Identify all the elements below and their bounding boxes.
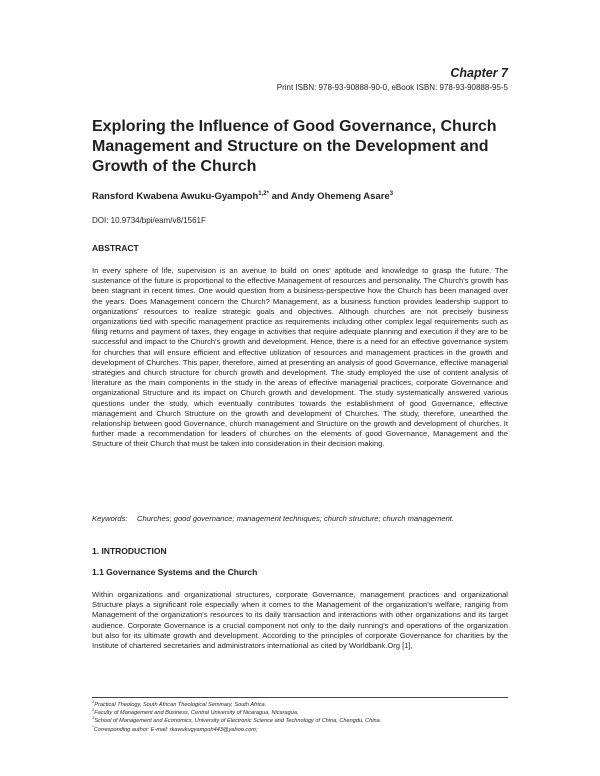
introduction-text: Within organizations and organizational structures, corporate Governance, management practices and organizational Structure plays a significant role especially when it comes to the Management of the organization's welfare, ranging from Management of the organization's resources to its daily transaction and interactions with other organizations and its target audience. Corporate Governance is a crucial component not only to the daily running's and operations of the organization but also for its ultimate growth and development. According to the principles of corporate Governance for charities by the Institute of chartered secretaries and administrators international as cited by Worldbank.Org [1], — [92, 590, 508, 651]
chapter-label: Chapter 7 — [450, 66, 508, 80]
isbn-line: Print ISBN: 978-93-90888-90-0, eBook ISBN: 978-93-90888-95-5 — [276, 83, 508, 92]
paper-title: Exploring the Influence of Good Governance, Church Management and Structure on the Development and Growth of the Church — [92, 118, 497, 175]
author-1-name: Ransford Kwabena Awuku-Gyampoh — [92, 191, 259, 202]
author-2-affiliation: 3 — [389, 190, 394, 197]
author-1-affiliation: 1,2* — [258, 190, 269, 197]
footnote-2: $^2$Faculty of Management and Business, Central University of Nicaragua, Nicaragua. — [92, 707, 299, 717]
footnote-corresponding: *Corresponding author: E-mail: rkawukugyampoh443@yahoo.com; — [92, 723, 258, 733]
abstract-heading: ABSTRACT — [92, 243, 139, 253]
doi-line: DOI: 10.9734/bpi/eam/v8/1561F — [92, 216, 206, 225]
keywords-label: Keywords: — [92, 514, 128, 523]
footnote-1: $^1$Practical Theology, South African Theological Seminary, South Africa. — [92, 699, 267, 708]
author-joiner: and — [268, 191, 291, 202]
governance-subheading: 1.1 Governance Systems and the Church — [92, 567, 258, 577]
footnote-3: $^3$School of Management and Economics, University of Electronic Science and Technology of China, Chengdu, China. — [92, 715, 382, 725]
author-2-name: Andy Ohemeng Asare — [290, 191, 390, 202]
author-line — [92, 191, 512, 202]
keywords-text: Churches; good governance; management techniques; church structure; church management. — [137, 514, 455, 523]
footnotes — [92, 701, 508, 734]
introduction-heading: 1. INTRODUCTION — [92, 546, 167, 556]
footnote-divider — [92, 697, 508, 698]
keywords-block — [92, 514, 508, 524]
abstract-text: In every sphere of life, supervision is an avenue to build on ones' aptitude and knowledge to grasp the future. The sustenance of the future is proportional to the effective Management of resources and personality. The Church's growth has been stagnant in recent times. One would question from a business-perspective how the Church has been managed over the years. Does Management concern the Church? Management, as a business function provides leadership support to organizations' resources to realize strategic goals and objectives. Although churches are not precisely business organizations tied with specific management practice as requirements including other complex legal requirements such as filing returns and payment of taxes, they engage in activities that require adequate planning and execution if they are to be successful and impact to the Church's growth and development. Hence, there is a need for an effective governance system for churches that will ensure efficient and effective utilization of resources and management practices in the growth and development of Churches. This paper, therefore, aimed at presenting an analysis of good Governance, effective managerial strategies and church structure for church growth and development. The study employed the use of content analysis of literature as the main components in the study in the areas of effective managerial practices, corporate Governance and organizational Structure and its impact on Church growth and development. The study systematically answered various questions under the study, which eventually contributes towards the establishment of good Governance, effective management and Church Structure on the growth and development of Churches. The study, therefore, unearthed the relationship between good Governance, church management and Structure on the growth and development of churches. It further made a recommendation for leaders of churches on the elements of good Governance, Management and the Structure of their Church that must be taken into consideration in their decision making. — [92, 266, 508, 449]
